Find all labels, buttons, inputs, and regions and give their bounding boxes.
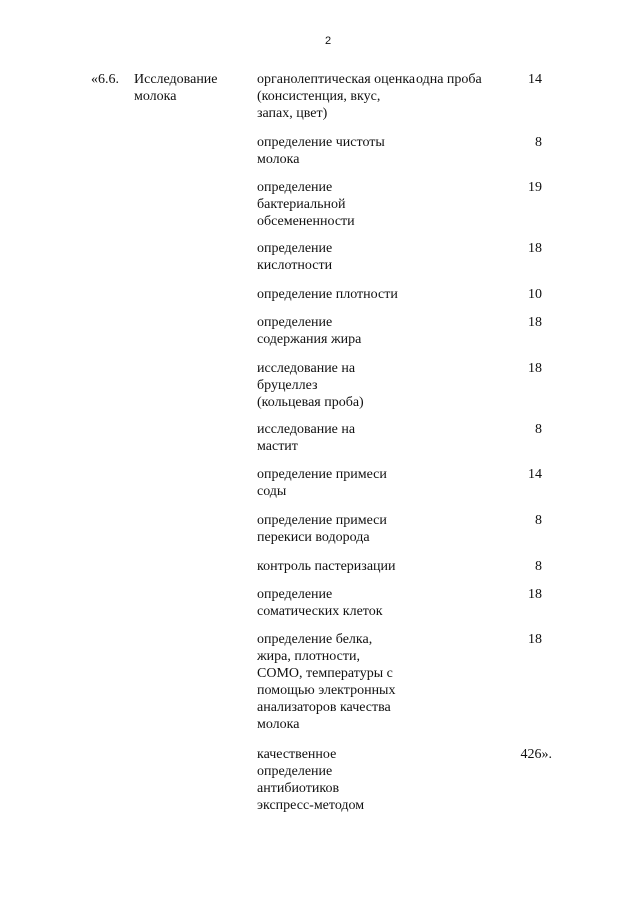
test-name: определение чистоты молока <box>257 135 385 167</box>
test-name: исследование на бруцеллез (кольцевая проба) <box>257 361 364 410</box>
test-name: определение соматических клеток <box>257 587 383 619</box>
test-price: 18 <box>528 315 542 330</box>
test-price: 8 <box>535 513 542 528</box>
test-price-final: 426». <box>520 747 552 762</box>
test-name: определение бактериальной обсемененности <box>257 180 355 229</box>
test-name: определение плотности <box>257 287 398 302</box>
test-name: определение содержания жира <box>257 315 362 347</box>
test-name: определение белка, жира, плотности, СОМО, температуры с помощью электронных анализаторов качества молока <box>257 632 396 732</box>
test-name: определение примеси соды <box>257 467 387 499</box>
test-price: 18 <box>528 361 542 376</box>
section-number: «6.6. <box>91 72 119 87</box>
test-price: 18 <box>528 632 542 647</box>
test-name: определение кислотности <box>257 241 333 273</box>
test-price: 10 <box>528 287 542 302</box>
test-price: 18 <box>528 587 542 602</box>
test-name: органолептическая оценка (консистенция, вкус, запах, цвет) <box>257 72 416 121</box>
test-price: 14 <box>528 72 542 87</box>
test-name: качественное определение антибиотиков экспресс-методом <box>257 747 365 813</box>
test-price: 14 <box>528 467 542 482</box>
test-unit: одна проба <box>416 72 482 87</box>
test-name: контроль пастеризации <box>257 559 396 574</box>
test-price: 8 <box>535 135 542 150</box>
test-name: определение примеси перекиси водорода <box>257 513 387 545</box>
test-price: 18 <box>528 241 542 256</box>
test-price: 8 <box>535 559 542 574</box>
test-name: исследование на мастит <box>257 422 356 454</box>
section-title: Исследование молока <box>134 72 218 104</box>
page-number: 2 <box>324 35 332 47</box>
test-price: 19 <box>528 180 542 195</box>
test-price: 8 <box>535 422 542 437</box>
